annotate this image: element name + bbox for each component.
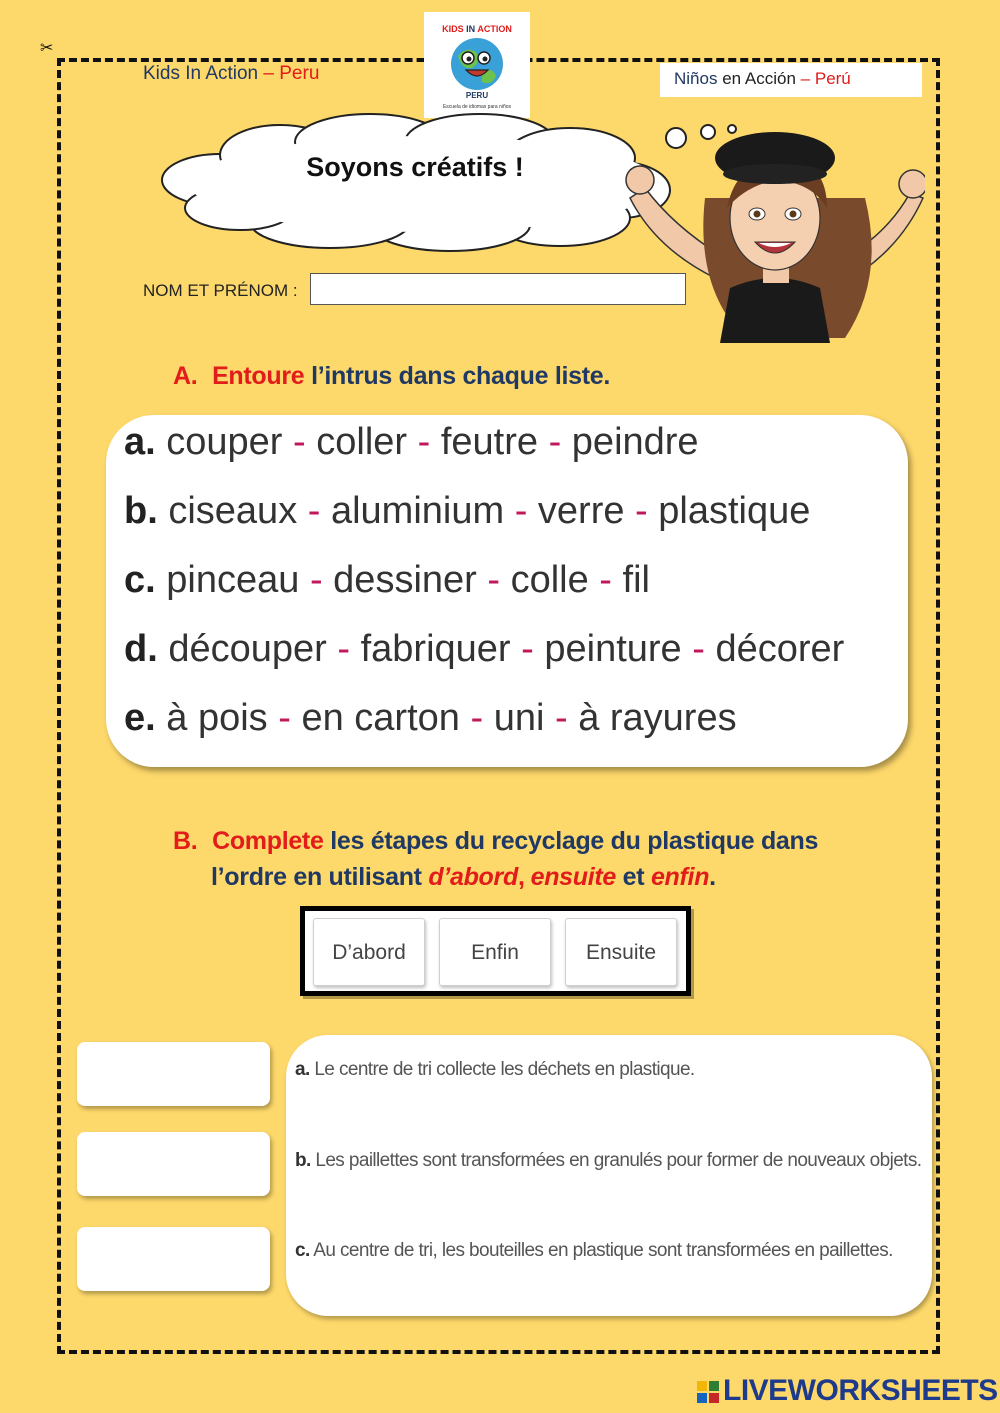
- scissors-icon: ✂: [40, 38, 54, 57]
- avatar-illustration: [625, 118, 925, 343]
- logo-text-bottom: Escuela de idiomas para niños: [442, 104, 512, 110]
- section-a-title: A. Entoure l’intrus dans chaque liste.: [173, 362, 610, 390]
- list-word[interactable]: dessiner: [333, 559, 477, 601]
- list-item: e. à pois - en carton - uni - à rayures: [124, 697, 737, 739]
- list-word[interactable]: pinceau: [166, 559, 300, 601]
- kids-in-action-logo: [424, 12, 530, 118]
- liveworksheets-watermark: LIVEWORKSHEETS: [723, 1374, 998, 1407]
- list-word[interactable]: feutre: [440, 421, 539, 463]
- page-title: Soyons créatifs !: [306, 152, 524, 182]
- word-bank: [300, 906, 691, 996]
- list-word[interactable]: coller: [316, 421, 408, 463]
- list-item: c. pinceau - dessiner - colle - fil: [124, 559, 650, 601]
- list-word[interactable]: ciseaux: [168, 490, 298, 532]
- list-item: a. couper - coller - feutre - peindre: [124, 421, 699, 463]
- logo-text-mid: PERU: [465, 91, 489, 100]
- list-word[interactable]: fabriquer: [360, 628, 511, 670]
- list-word[interactable]: couper: [166, 421, 283, 463]
- answer-drop-box-3[interactable]: [77, 1227, 270, 1291]
- list-word[interactable]: en carton: [301, 697, 460, 739]
- answer-drop-box-1[interactable]: [77, 1042, 270, 1106]
- word-button-ensuite[interactable]: Ensuite: [565, 918, 677, 986]
- word-lists-panel: [106, 415, 908, 767]
- list-word[interactable]: fil: [622, 559, 650, 601]
- word-button-enfin[interactable]: Enfin: [439, 918, 551, 986]
- header-left-title: Kids In Action – Peru: [143, 63, 320, 84]
- answer-drop-box-2[interactable]: [77, 1132, 270, 1196]
- step-item: c. Au centre de tri, les bouteilles en plastique sont transformées en paillettes.: [295, 1240, 893, 1261]
- list-word[interactable]: aluminium: [330, 490, 505, 532]
- step-item: a. Le centre de tri collecte les déchets en plastique.: [295, 1059, 695, 1080]
- logo-text-top: KIDS IN ACTION: [442, 24, 512, 34]
- list-item: b. ciseaux - aluminium - verre - plastique: [124, 490, 811, 532]
- list-word[interactable]: colle: [510, 559, 589, 601]
- list-word[interactable]: peindre: [571, 421, 699, 463]
- liveworksheets-icon: [697, 1381, 719, 1403]
- list-word[interactable]: plastique: [658, 490, 811, 532]
- section-b-title: B. Complete les étapes du recyclage du plastique dans l’ordre en utilisant d’abord, ensuite et enfin.: [173, 827, 819, 891]
- header-right-title: Niños en Acción – Perú: [660, 63, 922, 97]
- list-word[interactable]: verre: [537, 490, 625, 532]
- word-button-dabord[interactable]: D’abord: [313, 918, 425, 986]
- list-word[interactable]: décorer: [715, 628, 845, 670]
- list-word[interactable]: à pois: [166, 697, 268, 739]
- list-word[interactable]: uni: [493, 697, 545, 739]
- list-item: d. découper - fabriquer - peinture - décorer: [124, 628, 845, 670]
- list-word[interactable]: découper: [168, 628, 327, 670]
- name-label: NOM ET PRÉNOM :: [143, 281, 298, 300]
- thought-cloud: [160, 110, 700, 260]
- list-word[interactable]: peinture: [544, 628, 682, 670]
- list-word[interactable]: à rayures: [578, 697, 737, 739]
- recycling-steps-panel: [286, 1035, 932, 1316]
- step-item: b. Les paillettes sont transformées en granulés pour former de nouveaux objets.: [295, 1150, 922, 1171]
